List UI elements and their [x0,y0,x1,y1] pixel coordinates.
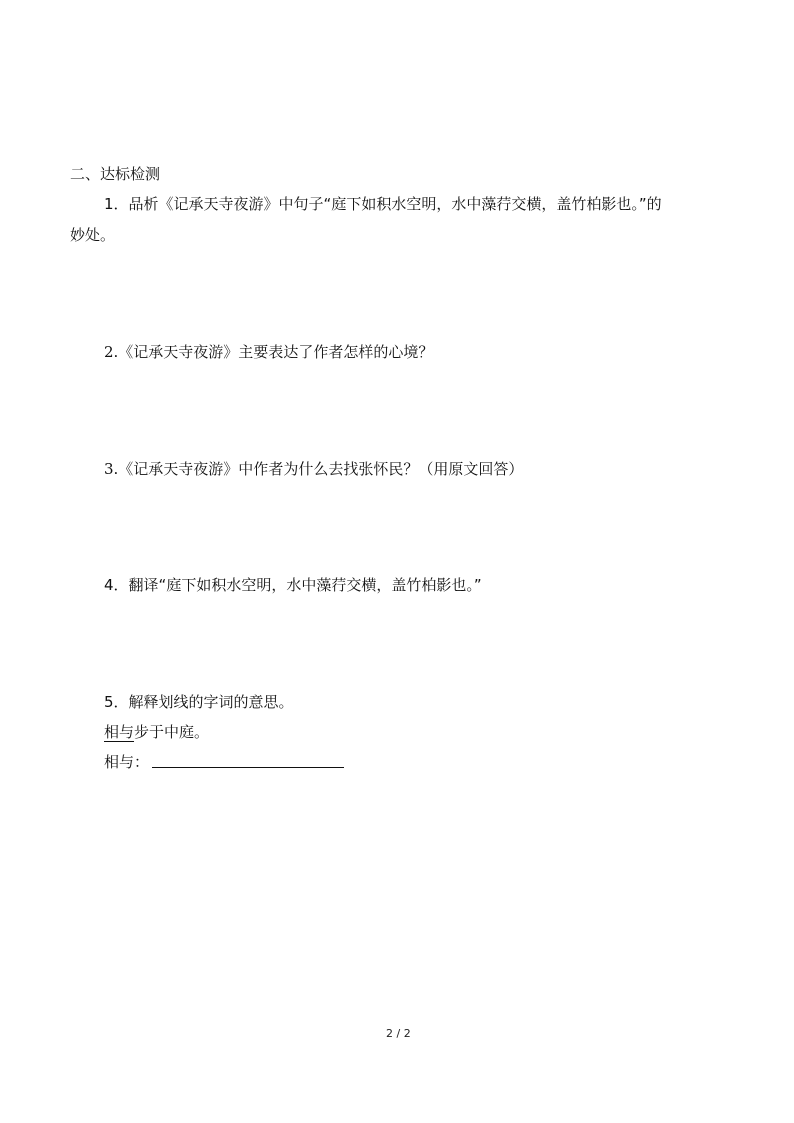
question-1-line-1: 1．品析《记承天寺夜游》中句子“庭下如积水空明，水中藻荇交横，盖竹柏影也。”的 [104,195,662,213]
question-4: 4．翻译“庭下如积水空明，水中藻荇交横，盖竹柏影也。” [104,576,482,594]
sentence-rest: 步于中庭。 [134,723,210,741]
answer-blank-line[interactable] [152,767,344,768]
answer-label: 相与： [104,753,150,771]
question-5: 5．解释划线的字词的意思。 [104,693,294,711]
underlined-word: 相与 [104,723,135,741]
section-title: 二、达标检测 [70,165,161,183]
page-number: 2 / 2 [386,1027,411,1040]
question-1-line-2: 妙处。 [70,226,116,244]
question-5-sentence [104,722,209,742]
question-2: 2.《记承天寺夜游》主要表达了作者怎样的心境？ [104,343,434,361]
question-3: 3.《记承天寺夜游》中作者为什么去找张怀民？（用原文回答） [104,460,524,478]
